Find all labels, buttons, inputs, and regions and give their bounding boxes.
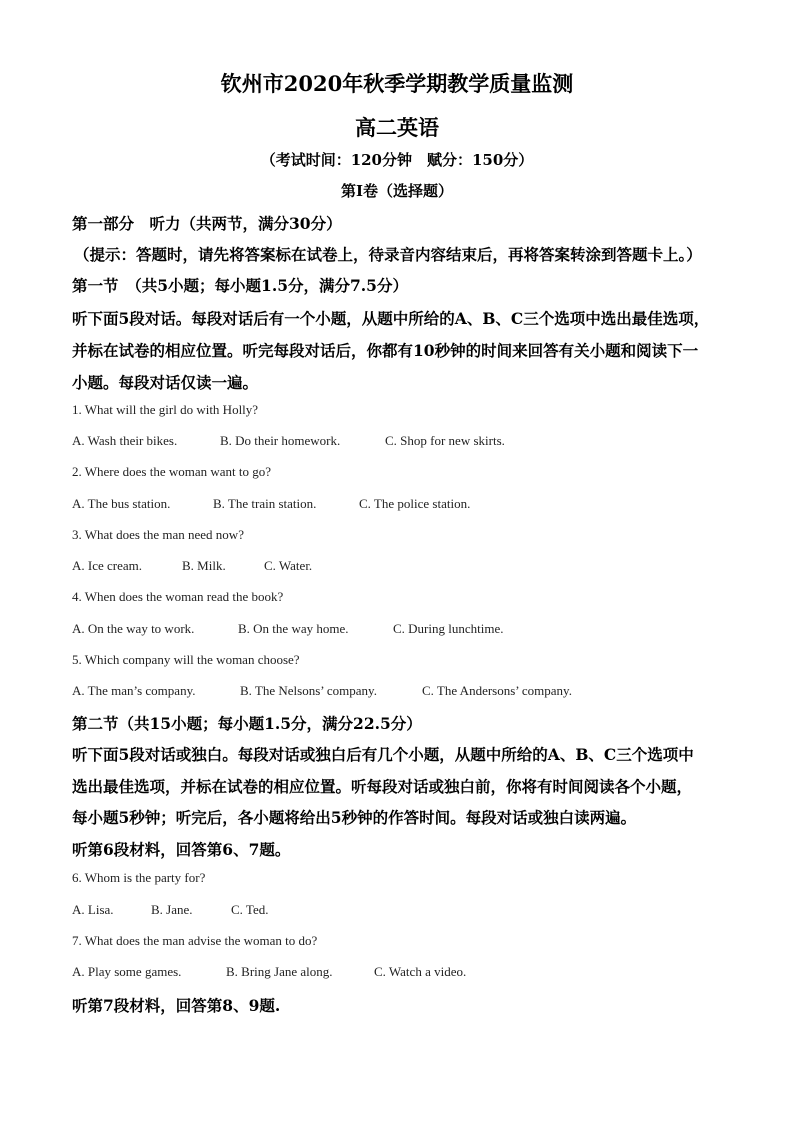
question-text: 6. Whom is the party for?: [72, 870, 206, 885]
part1-heading: 第一部分 听力（共两节，满分30分）: [72, 214, 342, 233]
option-c: C. Ted.: [231, 902, 269, 917]
section2-instruction-line: 听下面5段对话或独白。每段对话或独白后有几个小题，从题中所给的A、B、C三个选项中: [72, 745, 694, 764]
option-b: B. The Nelsons’ company.: [240, 683, 377, 698]
section1-instruction-line: 听下面5段对话。每段对话后有一个小题，从题中所给的A、B、C三个选项中选出最佳选项，: [72, 309, 710, 328]
option-c: C. The police station.: [359, 496, 471, 511]
option-b: B. Milk.: [182, 558, 226, 573]
exam-info: （考试时间：120分钟 赋分：150分）: [260, 151, 534, 169]
section1-instruction-line: 小题。每段对话仅读一遍。: [72, 373, 259, 392]
option-row: [72, 621, 732, 639]
question-text: 4. When does the woman read the book?: [72, 589, 284, 604]
option-a: A. The man’s company.: [72, 683, 196, 698]
option-a: A. On the way to work.: [72, 621, 195, 636]
option-row: [72, 902, 732, 920]
option-b: B. Bring Jane along.: [226, 964, 333, 979]
section1-instruction-line: 并标在试卷的相应位置。听完每段对话后，你都有10秒钟的时间来回答有关小题和阅读下一: [72, 341, 699, 360]
option-a: A. Play some games.: [72, 964, 182, 979]
section2-instruction-line: 每小题5秒钟；听完后，各小题将给出5秒钟的作答时间。每段对话或独白读两遍。: [72, 808, 637, 827]
material-heading: 听第7段材料，回答第8、9题.: [72, 996, 281, 1015]
question-text: 5. Which company will the woman choose?: [72, 652, 300, 667]
option-row: [72, 683, 732, 701]
section2-instruction-line: 选出最佳选项，并标在试卷的相应位置。听每段对话或独白前，你将有时间阅读各个小题，: [72, 777, 693, 796]
volume-title: 第Ⅰ卷（选择题）: [340, 182, 454, 200]
material-heading: 听第6段材料，回答第6、7题。: [72, 840, 291, 859]
question-text: 3. What does the man need now?: [72, 527, 244, 542]
section2-heading: 第二节（共15小题；每小题1.5分，满分22.5分）: [72, 714, 422, 733]
option-b: B. Do their homework.: [220, 433, 341, 448]
option-c: C. The Andersons’ company.: [422, 683, 572, 698]
question-text: 7. What does the man advise the woman to do?: [72, 933, 318, 948]
option-c: C. Watch a video.: [374, 964, 467, 979]
option-c: C. Shop for new skirts.: [385, 433, 505, 448]
option-c: C. Water.: [264, 558, 313, 573]
option-a: A. Ice cream.: [72, 558, 143, 573]
option-a: A. Lisa.: [72, 902, 114, 917]
option-b: B. The train station.: [213, 496, 317, 511]
option-c: C. During lunchtime.: [393, 621, 504, 636]
exam-title: 钦州市2020年秋季学期教学质量监测: [220, 71, 574, 96]
option-a: A. The bus station.: [72, 496, 171, 511]
option-b: B. On the way home.: [238, 621, 349, 636]
part1-tip: （提示：答题时，请先将答案标在试卷上，待录音内容结束后，再将答案转涂到答题卡上。）: [74, 245, 702, 264]
option-row: [72, 964, 732, 982]
option-b: B. Jane.: [151, 902, 193, 917]
question-text: 1. What will the girl do with Holly?: [72, 402, 259, 417]
option-row: [72, 558, 732, 576]
option-row: [72, 433, 732, 451]
question-text: 2. Where does the woman want to go?: [72, 464, 272, 479]
option-a: A. Wash their bikes.: [72, 433, 178, 448]
subject-title: 高二英语: [355, 115, 439, 140]
section1-heading: 第一节 （共5小题；每小题1.5分，满分7.5分）: [72, 276, 408, 295]
option-row: [72, 496, 732, 514]
